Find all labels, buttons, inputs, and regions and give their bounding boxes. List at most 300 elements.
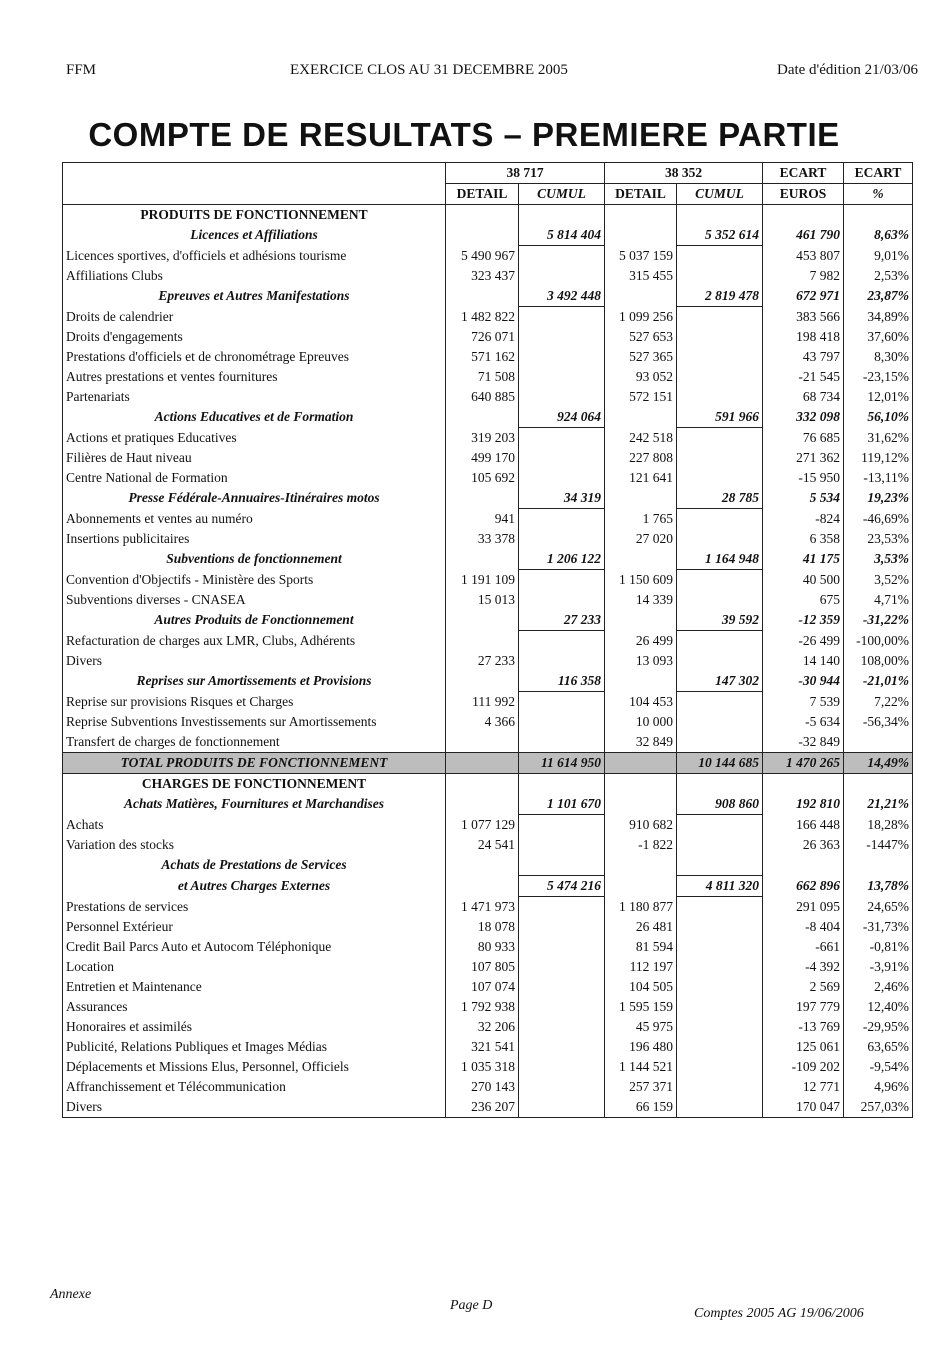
cell-d1: 1 077 129 <box>446 815 519 836</box>
row-label: Honoraires et assimilés <box>63 1017 446 1037</box>
cell-e: 1 470 265 <box>763 753 844 774</box>
header-fiscal-year: EXERCICE CLOS AU 31 DECEMBRE 2005 <box>290 62 568 78</box>
row-label: Divers <box>63 1097 446 1118</box>
cell-c2 <box>677 651 763 671</box>
cell-d1: 323 437 <box>446 266 519 286</box>
cell-c2 <box>677 266 763 286</box>
cell-p: 7,22% <box>844 692 913 713</box>
cell-d1: 18 078 <box>446 917 519 937</box>
row-label: Licences sportives, d'officiels et adhésions tourisme <box>63 246 446 267</box>
cell-d2: 104 453 <box>605 692 677 713</box>
cell-c2 <box>677 1017 763 1037</box>
cell-e: 675 <box>763 590 844 610</box>
cell-p: 34,89% <box>844 307 913 328</box>
cell-c1 <box>519 266 605 286</box>
cell-c1: 116 358 <box>519 671 605 692</box>
cell-d1: 24 541 <box>446 835 519 855</box>
cell-c1 <box>519 307 605 328</box>
cell-d1 <box>446 855 519 876</box>
row-label: Achats de Prestations de Services <box>63 855 446 876</box>
detail1-header: DETAIL <box>446 184 519 205</box>
row-label: Variation des stocks <box>63 835 446 855</box>
cell-d2: 27 020 <box>605 529 677 549</box>
table-row <box>63 387 913 407</box>
cell-d1: 1 035 318 <box>446 1057 519 1077</box>
cell-c1: 27 233 <box>519 610 605 631</box>
table-body <box>63 205 913 1118</box>
cell-p: -21,01% <box>844 671 913 692</box>
cell-e: 76 685 <box>763 428 844 449</box>
row-label: Prestations de services <box>63 897 446 918</box>
cell-e: 672 971 <box>763 286 844 307</box>
cell-p: -3,91% <box>844 957 913 977</box>
table-row <box>63 1057 913 1077</box>
table-row <box>63 428 913 449</box>
cell-d2 <box>605 549 677 570</box>
cell-c1: 924 064 <box>519 407 605 428</box>
row-label: et Autres Charges Externes <box>63 876 446 897</box>
row-label: Déplacements et Missions Elus, Personnel, Officiels <box>63 1057 446 1077</box>
cell-d2: 13 093 <box>605 651 677 671</box>
table-row <box>63 631 913 652</box>
cell-d1: 33 378 <box>446 529 519 549</box>
cell-c1 <box>519 428 605 449</box>
cumul1-header: CUMUL <box>519 184 605 205</box>
cell-c1: 1 206 122 <box>519 549 605 570</box>
cell-e: -30 944 <box>763 671 844 692</box>
category-row <box>63 225 913 246</box>
cell-d1: 80 933 <box>446 937 519 957</box>
cell-c2 <box>677 246 763 267</box>
cell-d1: 726 071 <box>446 327 519 347</box>
cell-c1 <box>519 1017 605 1037</box>
cell-c1 <box>519 1037 605 1057</box>
cell-d1 <box>446 876 519 897</box>
category-row <box>63 855 913 876</box>
row-label: Affiliations Clubs <box>63 266 446 286</box>
table-row <box>63 815 913 836</box>
cell-c1 <box>519 367 605 387</box>
row-label: TOTAL PRODUITS DE FONCTIONNEMENT <box>63 753 446 774</box>
table-row <box>63 307 913 328</box>
cell-e: 41 175 <box>763 549 844 570</box>
cell-e <box>763 774 844 795</box>
cell-e: 291 095 <box>763 897 844 918</box>
table-row <box>63 1077 913 1097</box>
cell-d2 <box>605 876 677 897</box>
cell-d1: 5 490 967 <box>446 246 519 267</box>
cell-d2: 257 371 <box>605 1077 677 1097</box>
cell-d1: 111 992 <box>446 692 519 713</box>
cell-e: 271 362 <box>763 448 844 468</box>
cell-d1 <box>446 794 519 815</box>
header-row-years <box>63 163 913 184</box>
cell-p: 31,62% <box>844 428 913 449</box>
cell-d1: 1 471 973 <box>446 897 519 918</box>
year2-header: 38 352 <box>605 163 763 184</box>
cell-p: 24,65% <box>844 897 913 918</box>
cell-d2: 1 765 <box>605 509 677 530</box>
cell-c2 <box>677 917 763 937</box>
cell-d1: 1 482 822 <box>446 307 519 328</box>
cell-c1 <box>519 590 605 610</box>
cell-c1 <box>519 570 605 591</box>
cell-d2: 104 505 <box>605 977 677 997</box>
cell-d1: 4 366 <box>446 712 519 732</box>
category-row <box>63 794 913 815</box>
row-label: Publicité, Relations Publiques et Images Médias <box>63 1037 446 1057</box>
cell-c2 <box>677 692 763 713</box>
category-row <box>63 671 913 692</box>
cell-p <box>844 732 913 753</box>
cell-d2: 315 455 <box>605 266 677 286</box>
cell-c1 <box>519 347 605 367</box>
cell-c1 <box>519 1077 605 1097</box>
cell-c2 <box>677 387 763 407</box>
cell-p: 3,53% <box>844 549 913 570</box>
table-row <box>63 977 913 997</box>
euros-header: EUROS <box>763 184 844 205</box>
row-label: Filières de Haut niveau <box>63 448 446 468</box>
table-row <box>63 468 913 488</box>
cell-c1 <box>519 937 605 957</box>
table-row <box>63 835 913 855</box>
cell-c2 <box>677 347 763 367</box>
cell-p: -9,54% <box>844 1057 913 1077</box>
cell-c2 <box>677 631 763 652</box>
cell-c1 <box>519 468 605 488</box>
ecart-euros-header-top: ECART <box>763 163 844 184</box>
cell-c2 <box>677 855 763 876</box>
cell-c2: 5 352 614 <box>677 225 763 246</box>
cell-p <box>844 855 913 876</box>
row-label: Achats <box>63 815 446 836</box>
row-label: Partenariats <box>63 387 446 407</box>
cell-e: 14 140 <box>763 651 844 671</box>
cell-e: 166 448 <box>763 815 844 836</box>
cell-p: 257,03% <box>844 1097 913 1118</box>
cell-d2 <box>605 774 677 795</box>
cell-d1: 941 <box>446 509 519 530</box>
table-row <box>63 692 913 713</box>
cell-c2 <box>677 468 763 488</box>
row-label: Epreuves et Autres Manifestations <box>63 286 446 307</box>
cell-c1 <box>519 205 605 226</box>
cell-p: 19,23% <box>844 488 913 509</box>
cell-e: 2 569 <box>763 977 844 997</box>
cell-c1 <box>519 631 605 652</box>
cell-c1: 3 492 448 <box>519 286 605 307</box>
cell-c2 <box>677 1097 763 1118</box>
cell-e: -15 950 <box>763 468 844 488</box>
cell-e: 40 500 <box>763 570 844 591</box>
row-label: Autres prestations et ventes fournitures <box>63 367 446 387</box>
ecart-pct-header-top: ECART <box>844 163 913 184</box>
cell-e: 662 896 <box>763 876 844 897</box>
cell-c2: 1 164 948 <box>677 549 763 570</box>
table-row <box>63 1097 913 1118</box>
row-label: Droits d'engagements <box>63 327 446 347</box>
row-label: CHARGES DE FONCTIONNEMENT <box>63 774 446 795</box>
cell-c2 <box>677 897 763 918</box>
cell-d1: 640 885 <box>446 387 519 407</box>
cell-d1 <box>446 610 519 631</box>
table-row <box>63 246 913 267</box>
cell-e: 43 797 <box>763 347 844 367</box>
cell-p: 2,46% <box>844 977 913 997</box>
cell-e: 26 363 <box>763 835 844 855</box>
cell-e: -21 545 <box>763 367 844 387</box>
cell-d2 <box>605 671 677 692</box>
cell-p: 8,30% <box>844 347 913 367</box>
cell-c1: 5 814 404 <box>519 225 605 246</box>
row-label: PRODUITS DE FONCTIONNEMENT <box>63 205 446 226</box>
table-row <box>63 1037 913 1057</box>
cell-p: 56,10% <box>844 407 913 428</box>
cell-d2 <box>605 855 677 876</box>
row-label: Presse Fédérale-Annuaires-Itinéraires motos <box>63 488 446 509</box>
table-row <box>63 917 913 937</box>
cell-c1 <box>519 917 605 937</box>
cell-d2: 121 641 <box>605 468 677 488</box>
cell-c2 <box>677 997 763 1017</box>
cell-e: 7 982 <box>763 266 844 286</box>
cell-d2: 81 594 <box>605 937 677 957</box>
row-label: Credit Bail Parcs Auto et Autocom Téléphonique <box>63 937 446 957</box>
cell-e: 68 734 <box>763 387 844 407</box>
cell-e: -5 634 <box>763 712 844 732</box>
cell-p: -29,95% <box>844 1017 913 1037</box>
table-row <box>63 529 913 549</box>
cell-c1 <box>519 835 605 855</box>
cell-p: 4,96% <box>844 1077 913 1097</box>
cell-e: -12 359 <box>763 610 844 631</box>
cell-d1: 71 508 <box>446 367 519 387</box>
cell-e: 170 047 <box>763 1097 844 1118</box>
category-row <box>63 610 913 631</box>
table-row <box>63 651 913 671</box>
cell-e: -109 202 <box>763 1057 844 1077</box>
cell-c1 <box>519 327 605 347</box>
cell-d2: 112 197 <box>605 957 677 977</box>
row-label: Insertions publicitaires <box>63 529 446 549</box>
cell-d1 <box>446 774 519 795</box>
cell-d1: 321 541 <box>446 1037 519 1057</box>
cell-d2 <box>605 286 677 307</box>
cell-d1: 15 013 <box>446 590 519 610</box>
header-edit-date: Date d'édition 21/03/06 <box>776 62 918 78</box>
table-row <box>63 1017 913 1037</box>
cell-p: 13,78% <box>844 876 913 897</box>
cell-p: 119,12% <box>844 448 913 468</box>
cell-c2 <box>677 937 763 957</box>
cell-d2: 1 144 521 <box>605 1057 677 1077</box>
table-row <box>63 347 913 367</box>
cell-e: 198 418 <box>763 327 844 347</box>
cell-e <box>763 855 844 876</box>
table-row <box>63 897 913 918</box>
cell-c2: 28 785 <box>677 488 763 509</box>
cell-p: -23,15% <box>844 367 913 387</box>
cell-d1: 107 074 <box>446 977 519 997</box>
cell-c2 <box>677 428 763 449</box>
cell-p <box>844 774 913 795</box>
cell-p: 63,65% <box>844 1037 913 1057</box>
cumul2-header: CUMUL <box>677 184 763 205</box>
cell-p: 18,28% <box>844 815 913 836</box>
cell-c2 <box>677 957 763 977</box>
cell-d2 <box>605 794 677 815</box>
row-label: Divers <box>63 651 446 671</box>
cell-c2 <box>677 732 763 753</box>
table-row <box>63 957 913 977</box>
cell-c2 <box>677 509 763 530</box>
cell-c2 <box>677 1057 763 1077</box>
cell-d2 <box>605 610 677 631</box>
cell-c2 <box>677 570 763 591</box>
income-statement-table <box>62 162 913 1118</box>
cell-e: 332 098 <box>763 407 844 428</box>
cell-e: -824 <box>763 509 844 530</box>
cell-d2: 93 052 <box>605 367 677 387</box>
cell-c2 <box>677 327 763 347</box>
cell-d2 <box>605 407 677 428</box>
cell-d2 <box>605 753 677 774</box>
cell-d1: 499 170 <box>446 448 519 468</box>
row-label: Licences et Affiliations <box>63 225 446 246</box>
cell-d1: 1 792 938 <box>446 997 519 1017</box>
cell-p: -46,69% <box>844 509 913 530</box>
cell-d1 <box>446 753 519 774</box>
row-label: Refacturation de charges aux LMR, Clubs, Adhérents <box>63 631 446 652</box>
cell-p: 3,52% <box>844 570 913 591</box>
cell-c1 <box>519 1057 605 1077</box>
cell-d2: 196 480 <box>605 1037 677 1057</box>
cell-d2 <box>605 488 677 509</box>
row-label: Personnel Extérieur <box>63 917 446 937</box>
cell-d2: 1 180 877 <box>605 897 677 918</box>
cell-c2 <box>677 205 763 226</box>
cell-c2 <box>677 815 763 836</box>
category-row <box>63 774 913 795</box>
cell-e: 383 566 <box>763 307 844 328</box>
row-label: Achats Matières, Fournitures et Marchandises <box>63 794 446 815</box>
cell-c2: 147 302 <box>677 671 763 692</box>
table-row <box>63 937 913 957</box>
cell-d2: -1 822 <box>605 835 677 855</box>
cell-e: 7 539 <box>763 692 844 713</box>
cell-p: 21,21% <box>844 794 913 815</box>
cell-c2: 591 966 <box>677 407 763 428</box>
cell-c1 <box>519 1097 605 1118</box>
total-row <box>63 753 913 774</box>
row-label: Convention d'Objectifs - Ministère des Sports <box>63 570 446 591</box>
cell-c1 <box>519 774 605 795</box>
category-row <box>63 876 913 897</box>
category-row <box>63 407 913 428</box>
cell-c2: 39 592 <box>677 610 763 631</box>
cell-c1 <box>519 712 605 732</box>
cell-d1: 319 203 <box>446 428 519 449</box>
cell-e: 6 358 <box>763 529 844 549</box>
cell-c2 <box>677 529 763 549</box>
cell-e: 12 771 <box>763 1077 844 1097</box>
cell-e: 192 810 <box>763 794 844 815</box>
category-row <box>63 549 913 570</box>
cell-d1: 27 233 <box>446 651 519 671</box>
cell-c2: 4 811 320 <box>677 876 763 897</box>
cell-c2: 2 819 478 <box>677 286 763 307</box>
cell-p: 12,40% <box>844 997 913 1017</box>
footer-accounts: Comptes 2005 AG 19/06/2006 <box>694 1306 864 1321</box>
cell-c1 <box>519 651 605 671</box>
cell-d2: 527 365 <box>605 347 677 367</box>
cell-c2 <box>677 1037 763 1057</box>
cell-d1: 1 191 109 <box>446 570 519 591</box>
cell-p: 23,87% <box>844 286 913 307</box>
cell-d1: 105 692 <box>446 468 519 488</box>
cell-d2: 910 682 <box>605 815 677 836</box>
cell-p: 2,53% <box>844 266 913 286</box>
cell-c1 <box>519 977 605 997</box>
cell-e <box>763 205 844 226</box>
cell-p: -31,73% <box>844 917 913 937</box>
cell-d1: 270 143 <box>446 1077 519 1097</box>
row-label: Entretien et Maintenance <box>63 977 446 997</box>
header-org: FFM <box>66 62 97 78</box>
cell-c1 <box>519 997 605 1017</box>
cell-p <box>844 205 913 226</box>
category-row <box>63 205 913 226</box>
row-label: Centre National de Formation <box>63 468 446 488</box>
cell-d2 <box>605 225 677 246</box>
cell-p: -1447% <box>844 835 913 855</box>
cell-e: 197 779 <box>763 997 844 1017</box>
cell-d1 <box>446 286 519 307</box>
table-row <box>63 590 913 610</box>
cell-d2: 572 151 <box>605 387 677 407</box>
cell-p: 8,63% <box>844 225 913 246</box>
cell-c1 <box>519 529 605 549</box>
row-label: Reprise Subventions Investissements sur Amortissements <box>63 712 446 732</box>
year1-header: 38 717 <box>446 163 605 184</box>
cell-c2 <box>677 367 763 387</box>
cell-e: -26 499 <box>763 631 844 652</box>
cell-d2: 66 159 <box>605 1097 677 1118</box>
cell-e: 453 807 <box>763 246 844 267</box>
category-row <box>63 488 913 509</box>
table-row <box>63 367 913 387</box>
page-title: COMPTE DE RESULTATS – PREMIERE PARTIE <box>88 116 840 153</box>
cell-d2: 10 000 <box>605 712 677 732</box>
row-label: Assurances <box>63 997 446 1017</box>
cell-p: -13,11% <box>844 468 913 488</box>
label-column-header <box>63 163 446 205</box>
row-label: Subventions de fonctionnement <box>63 549 446 570</box>
cell-e: -8 404 <box>763 917 844 937</box>
cell-c2 <box>677 977 763 997</box>
cell-c2 <box>677 307 763 328</box>
cell-c1 <box>519 246 605 267</box>
cell-c2: 908 860 <box>677 794 763 815</box>
table-row <box>63 327 913 347</box>
cell-c1 <box>519 387 605 407</box>
pct-header: % <box>844 184 913 205</box>
cell-c2: 10 144 685 <box>677 753 763 774</box>
cell-c1 <box>519 957 605 977</box>
cell-d1: 107 805 <box>446 957 519 977</box>
table-row <box>63 509 913 530</box>
